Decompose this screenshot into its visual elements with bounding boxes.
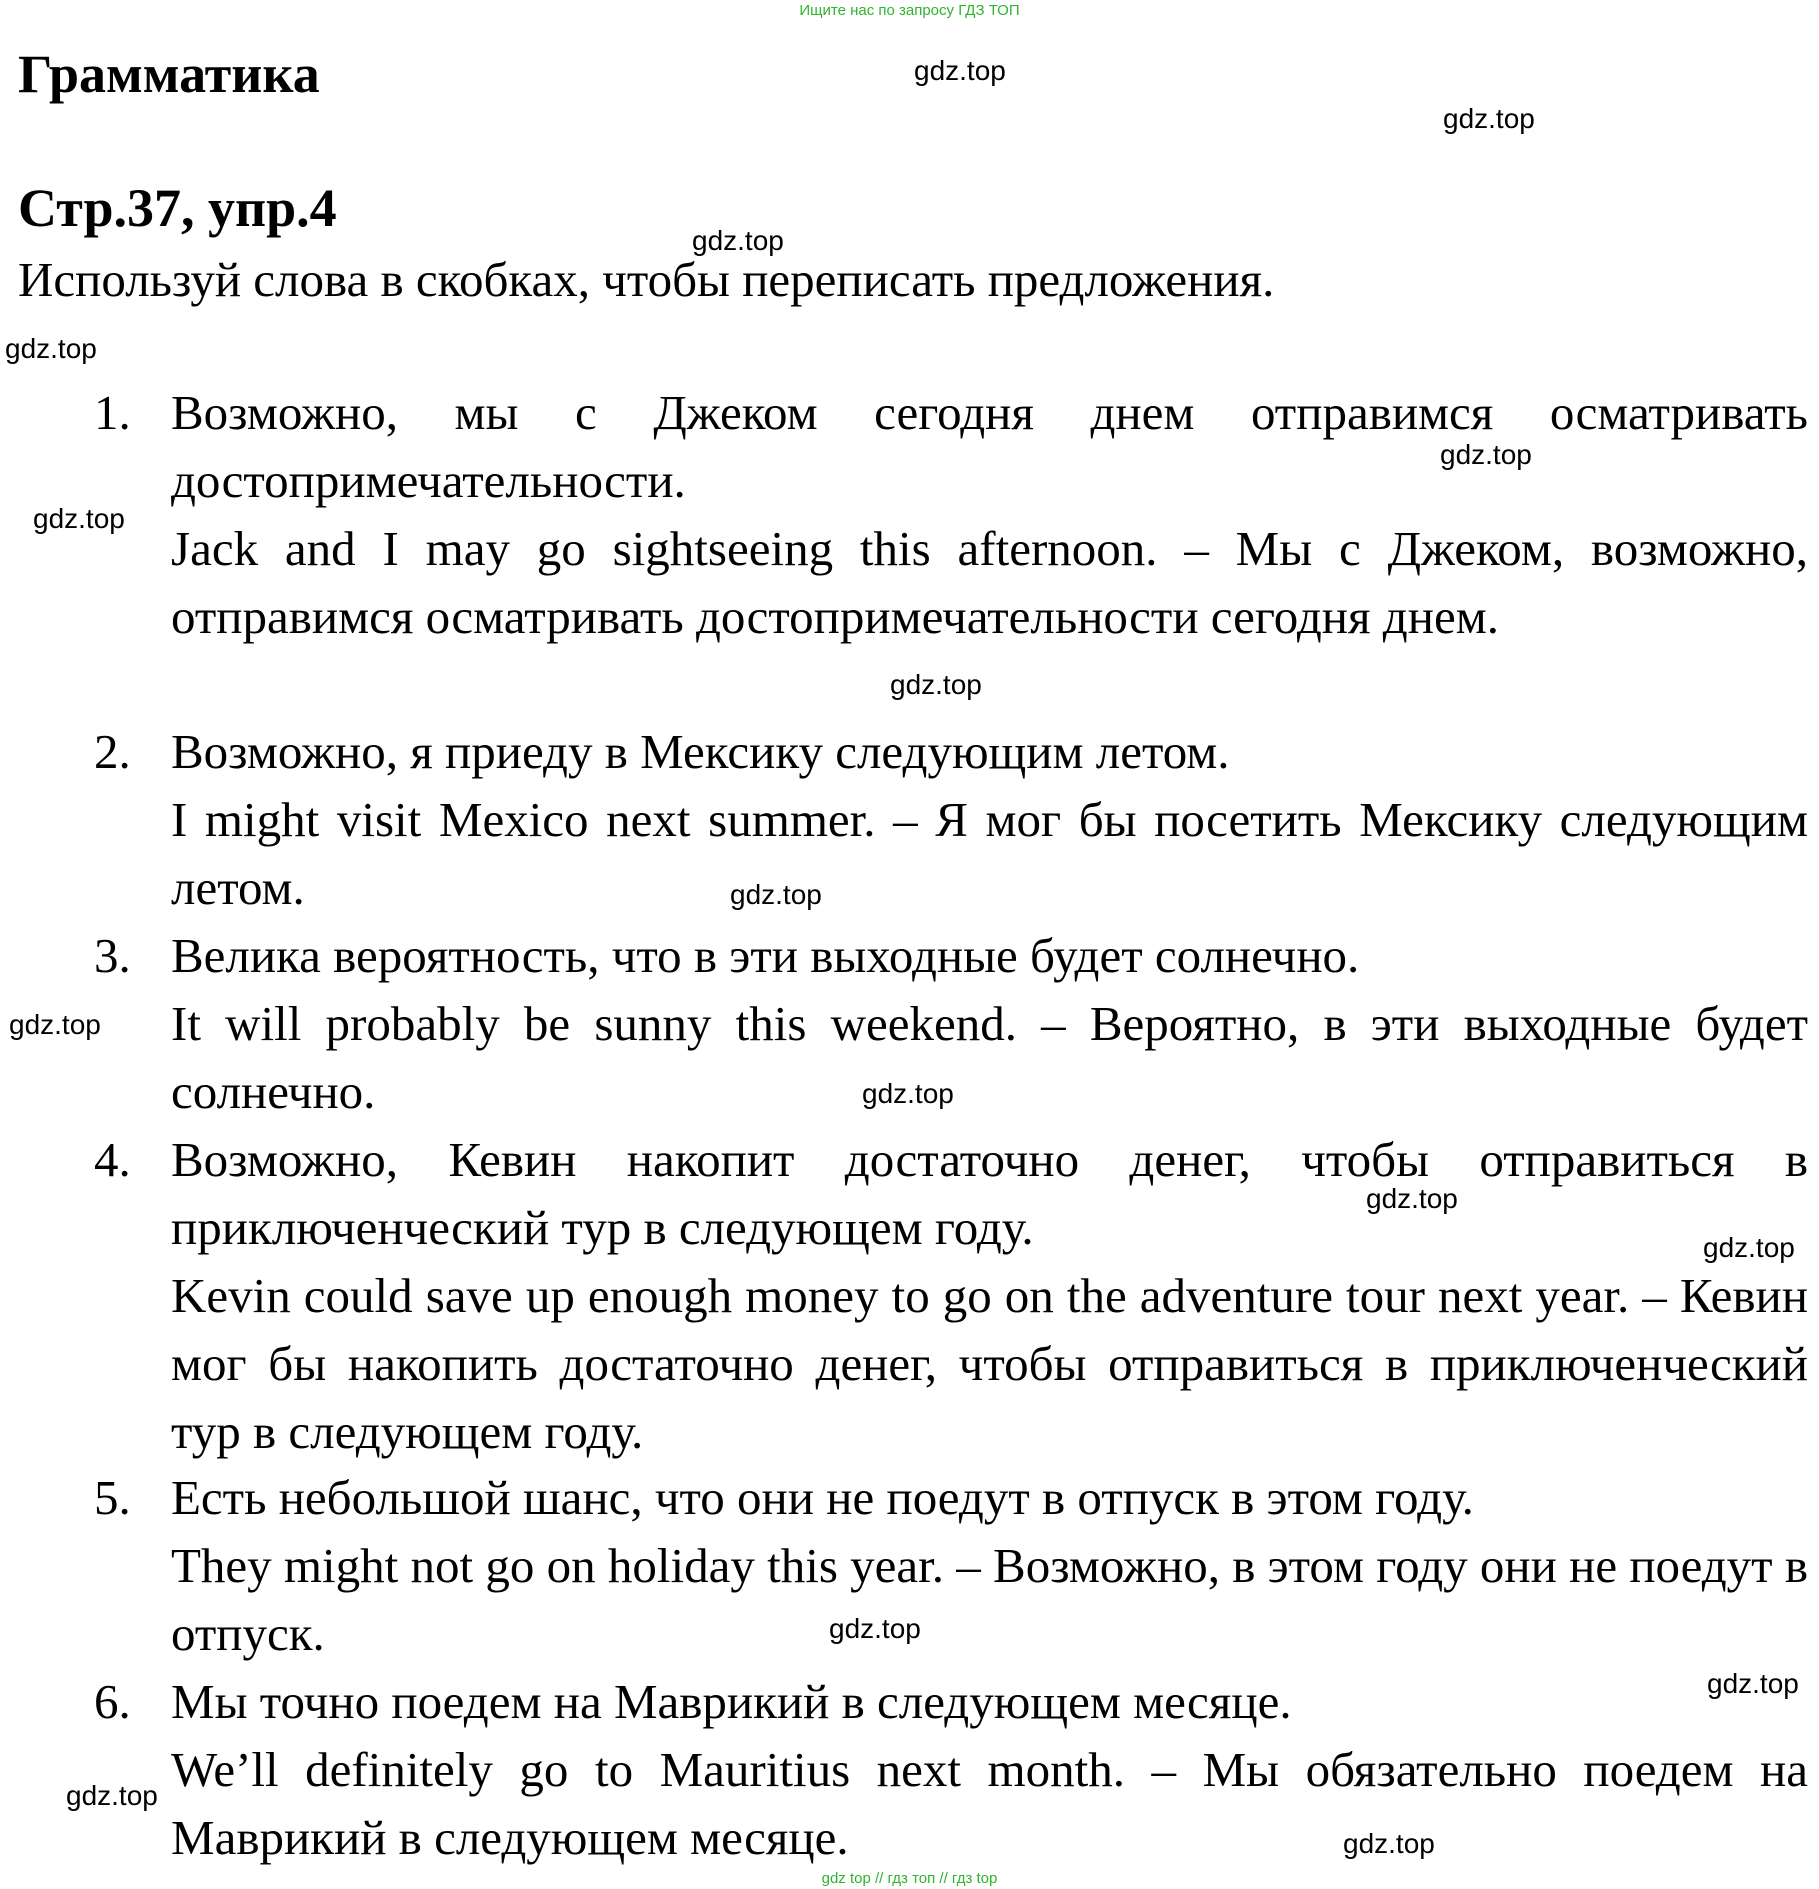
item-number: 6. [94, 1674, 131, 1729]
item-russian-sentence: Мы точно поедем на Маврикий в следующем месяце. [171, 1674, 1292, 1729]
item-russian-sentence: Есть небольшой шанс, что они не поедут в отпуск в этом году. [171, 1470, 1474, 1525]
watermark: gdz.top [1440, 439, 1532, 470]
watermark: gdz.top [66, 1780, 158, 1811]
watermark: gdz.top [1707, 1668, 1799, 1699]
watermark: gdz.top [5, 333, 97, 364]
watermark: gdz.top [829, 1613, 921, 1644]
item-answer: Kevin could save up enough money to go on the adventure tour next year. – Кевин мог бы накопить достаточно денег, чтобы отправиться в приключенческий тур в следующем году. [171, 1268, 1808, 1459]
item-number: 2. [94, 724, 131, 779]
item-number: 4. [94, 1132, 131, 1187]
item-answer: Jack and I may go sightseeing this afternoon. – Мы с Джеком, возможно, отправимся осматривать достопримечательности сегодня днем. [171, 521, 1808, 644]
watermark: gdz.top [33, 503, 125, 534]
watermark: gdz.top [1443, 103, 1535, 134]
top-banner: Ищите нас по запросу ГДЗ ТОП [799, 2, 1020, 19]
watermark: gdz.top [730, 879, 822, 910]
watermark: gdz.top [692, 225, 784, 256]
item-number: 3. [94, 928, 131, 983]
item-answer: It will probably be sunny this weekend. – Вероятно, в эти выходные будет солнечно. [171, 996, 1808, 1119]
watermark: gdz.top [914, 55, 1006, 86]
watermark: gdz.top [890, 669, 982, 700]
page-title: Грамматика [18, 44, 320, 104]
item-russian-sentence: Возможно, мы с Джеком сегодня днем отправимся осматривать достопримечательности. [171, 385, 1808, 508]
item-russian-sentence: Возможно, я приеду в Мексику следующим летом. [171, 724, 1230, 779]
watermark: gdz.top [1343, 1828, 1435, 1859]
item-answer: I might visit Mexico next summer. – Я мог бы посетить Мексику следующим летом. [171, 792, 1808, 915]
watermark: gdz.top [862, 1078, 954, 1109]
exercise-instruction: Используй слова в скобках, чтобы переписать предложения. [18, 252, 1275, 307]
watermark: gdz.top [1703, 1232, 1795, 1263]
item-answer: We’ll definitely go to Mauritius next month. – Мы обязательно поедем на Маврикий в следующем месяце. [171, 1742, 1808, 1865]
item-number: 1. [94, 385, 131, 440]
exercise-title: Стр.37, упр.4 [18, 178, 337, 238]
bottom-banner: gdz top // гдз топ // гдз top [821, 1870, 998, 1887]
watermark: gdz.top [9, 1009, 101, 1040]
watermark: gdz.top [1366, 1183, 1458, 1214]
item-number: 5. [94, 1470, 131, 1525]
item-russian-sentence: Возможно, Кевин накопит достаточно денег, чтобы отправиться в приключенческий тур в следующем году. [171, 1132, 1808, 1255]
item-russian-sentence: Велика вероятность, что в эти выходные будет солнечно. [171, 928, 1360, 983]
item-answer: They might not go on holiday this year. – Возможно, в этом году они не поедут в отпуск. [171, 1538, 1808, 1661]
